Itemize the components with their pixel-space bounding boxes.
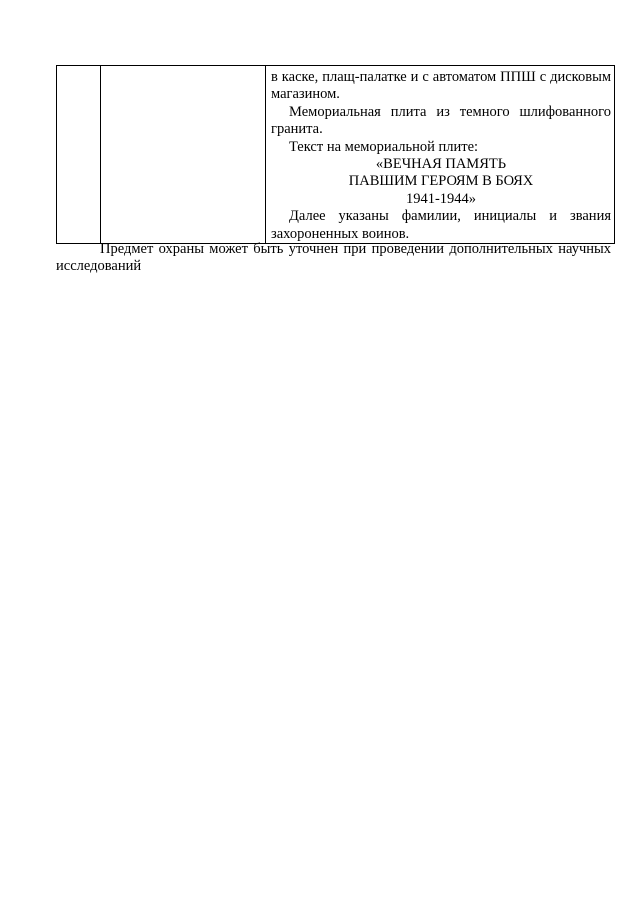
table-row xyxy=(57,66,615,244)
monument-description-table xyxy=(56,65,615,244)
description-continuation: в каске, плащ-палатке и с автоматом ППШ с дисковым магазином. xyxy=(271,69,611,103)
table-cell-name xyxy=(101,66,266,244)
table-cell-number xyxy=(57,66,101,244)
plate-material-text: Мемориальная плита из темного шлифованного гранита. xyxy=(271,103,611,138)
plate-inscription-line-2: ПАВШИМ ГЕРОЯМ В БОЯХ xyxy=(348,173,534,190)
table-cell-description xyxy=(266,66,615,244)
names-note: Далее указаны фамилии, инициалы и звания захороненных воинов. xyxy=(271,208,611,242)
plate-text-intro: Текст на мемориальной плите: xyxy=(289,138,479,155)
plate-inscription-line-1: «ВЕЧНАЯ ПАМЯТЬ xyxy=(375,156,507,173)
footer-note: Предмет охраны может быть уточнен при проведении дополнительных научных исследований xyxy=(56,241,611,275)
plate-inscription-line-3: 1941-1944» xyxy=(405,190,477,207)
